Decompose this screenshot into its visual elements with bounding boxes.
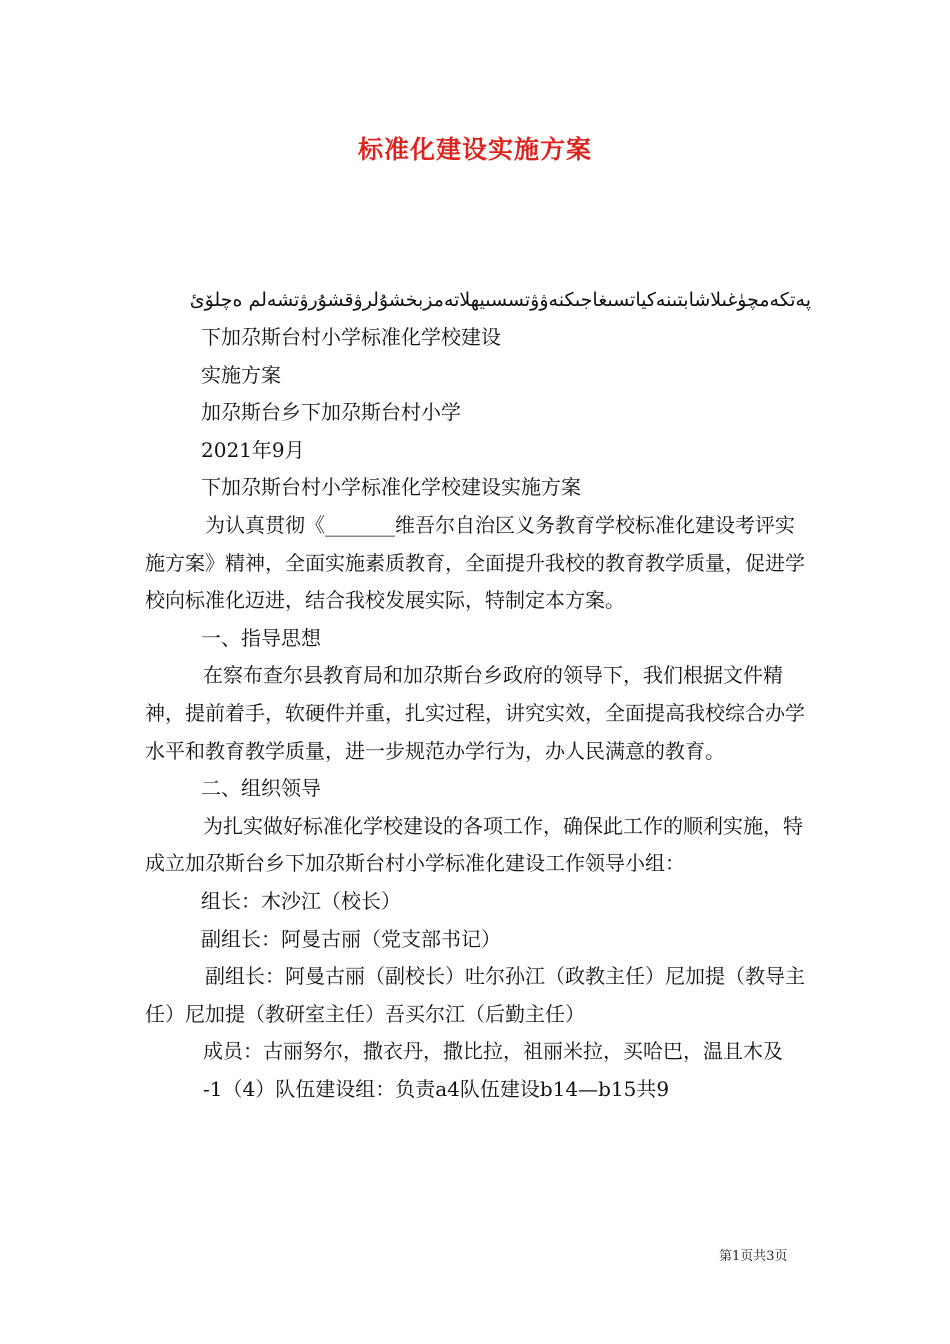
paragraph-organization: 为扎实做好标准化学校建设的各项工作，确保此工作的顺利实施，特成立加尕斯台乡下加尕斯台村小学标准化建设工作领导小组： [145,813,803,876]
paragraph-township-school: 加尕斯台乡下加尕斯台村小学 [201,400,461,425]
uyghur-heading-line: پەتكەمچۈغىلاشابتىنەكياتسىغاجىكنەۋۋتسسىيھلاتەمزبخشۇلرۋقشۇرۋتشەلم ەچلۆئ [189,289,811,311]
paragraph-team-building: -1（4）队伍建设组：负责a4队伍建设b14—b15共9 [203,1076,670,1101]
paragraph-members: 成员：古丽努尔，撒衣丹，撒比拉，祖丽米拉，买哈巴，温且木及 [203,1039,783,1064]
paragraph-plan-label: 实施方案 [201,362,281,387]
paragraph-deputy-leader-2: 副组长：阿曼古丽（副校长）吐尔孙江（政教主任）尼加提（教导主任）尼加提（教研室主任）吾买尔江（后勤主任） [145,964,805,1026]
paragraph-date: 2021年9月 [201,437,305,462]
paragraph-plan-title: 下加尕斯台村小学标准化学校建设实施方案 [201,475,581,500]
paragraph-deputy-leader-1: 副组长：阿曼古丽（党支部书记） [201,926,501,951]
paragraph-guiding-ideology: 在察布查尔县教育局和加尕斯台乡政府的领导下，我们根据文件精神，提前着手，软硬件并重，扎实过程，讲究实效，全面提高我校综合办学水平和教育教学质量，进一步规范办学行为，办人民满意的教育。 [145,663,805,763]
paragraph-intro: 为认真贯彻《_______维吾尔自治区义务教育学校标准化建设考评实施方案》精神，全面实施素质教育，全面提升我校的教育教学质量，促进学校向标准化迈进，结合我校发展实际，特制定本方案。 [145,512,805,613]
page-number: 第1页共3页 [719,1249,788,1264]
heading-guiding-ideology: 一、指导思想 [201,625,321,650]
document-body [145,281,811,1108]
paragraph-school-name: 下加尕斯台村小学标准化学校建设 [201,325,501,349]
document-title: 标准化建设实施方案 [357,135,592,164]
paragraph-group-leader: 组长：木沙江（校长） [201,888,401,913]
heading-organization: 二、组织领导 [201,776,321,801]
